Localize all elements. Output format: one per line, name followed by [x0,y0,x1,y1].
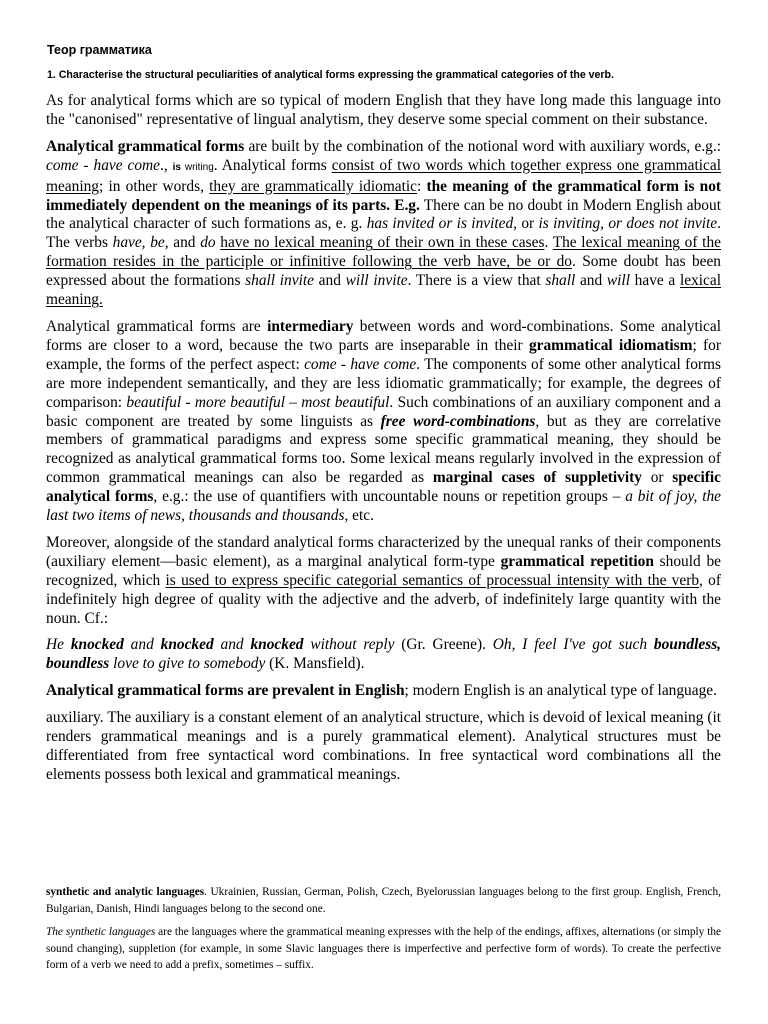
document-title: Теор грамматика [47,43,152,57]
paragraph-examples: He knocked and knocked and knocked without reply (Gr. Greene). Oh, I feel I've got such boundless, boundless love to give to somebody (K. Mansfield). [46,636,722,673]
paragraph-prevalent: Analytical grammatical forms are prevalent in English; modern English is an analytical type of language. [46,682,717,700]
main-text [46,92,721,793]
paragraph-auxiliary: auxiliary. The auxiliary is a constant element of an analytical structure, which is devoid of lexical meaning (it renders grammatical meanings and is a purely grammatical element). Analytical structures must be differentiated from free syntactical word combinations. In free syntactical word combinations all the elements possess both lexical and grammatical meanings. [46,709,721,783]
note-language-groups: synthetic and analytic languages. Ukrainien, Russian, German, Polish, Czech, Byelorussian languages belong to the first group. English, French, Bulgarian, Danish, Hindi languages belong to the second one. [46,886,721,915]
paragraph-intermediary: Analytical grammatical forms are intermediary between words and word-combinations. Some analytical forms are closer to a word, because the two parts are inseparable in their grammatical idiomatism; for example, the forms of the perfect aspect: come - have come. The components of some other analytical forms are more independent semantically, and they are less idiomatic grammatically; for example, the degrees of comparison: beautiful - more beautiful – most beautiful. Such combinations of an auxiliary component and a basic component are treated by some linguists as free word-combinations, but as they are correlative members of grammatical paradigms and express some specific grammatical meaning, they should be recognized as analytical grammatical forms too. Some lexical means regularly involved in the expression of common grammatical meanings can also be regarded as marginal cases of suppletivity or specific analytical forms, e.g.: the use of quantifiers with uncountable nouns or repetition groups – a bit of joy, the last two items of news, thousands and thousands, etc. [46,317,722,525]
paragraph-intro: As for analytical forms which are so typical of modern English that they have long made this language into the "canonised" representative of lingual analytism, they deserve some special comment on their substance. [46,92,721,128]
note-synthetic-languages: The synthetic languages are the languages where the grammatical meaning expresses with the help of the endings, affixes, alternations (or simply the sound changing), suppletion (for example, in some Slavic languages there is imperfective and perfective form of words). To create the perfective form of a verb we need to add a prefix, sometimes – suffix. [46,926,721,971]
notes-section [46,884,721,981]
paragraph-analytical-forms: Analytical grammatical forms are built by the combination of the notional word with auxiliary words, e.g.: come - have come., is writing. Analytical forms consist of two words which together express one grammatical meaning; in other words, they are grammatically idiomatic: the meaning of the grammatical form is not immediately dependent on the meanings of its parts. E.g. There can be no doubt in Modern English about the analytical character of such formations as, e. g. has invited or is invited, or is inviting, or does not invite. The verbs have, be, and do have no lexical meaning of their own in these cases. The lexical meaning of the formation resides in the participle or infinitive following the verb have, be or do. Some doubt has been expressed about the formations shall invite and will invite. There is a view that shall and will have a lexical meaning. [46,137,722,309]
question-heading: 1. Characterise the structural peculiarities of analytical forms expressing the grammatical categories of the verb. [47,69,614,81]
paragraph-repetition: Moreover, alongside of the standard analytical forms characterized by the unequal ranks of their components (auxiliary element—basic element), as a marginal analytical form-type grammatical repetition should be recognized, which is used to express specific categorial semantics of processual intensity with the verb, of indefinitely high degree of quality with the adjective and the adverb, of indefinitely large quantity with the noun. Cf.: [46,533,721,627]
